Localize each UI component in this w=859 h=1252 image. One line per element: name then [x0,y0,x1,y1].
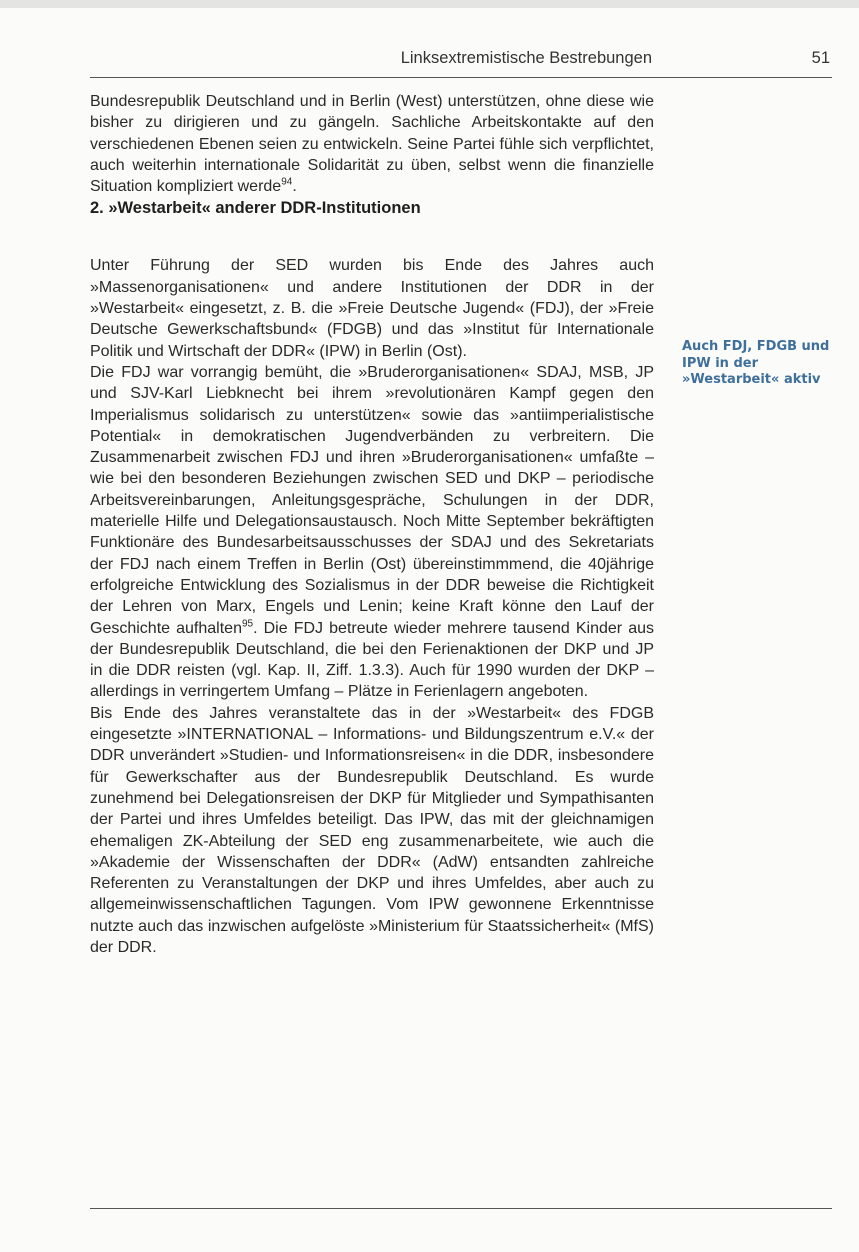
footnote-ref: 94 [281,176,293,188]
page-number: 51 [811,49,830,67]
main-text-column [90,91,654,958]
paragraph-2: Die FDJ war vorrangig bemüht, die »Bruderorganisationen« SDAJ, MSB, JP und SJV-Karl Liebknecht bei ihrem »revolutionären Kampf gegen den Imperialismus solidarisch zu unterstützen« sowie das »antiimperialistische Potential« in demokratischen Jugendverbänden zu verbreitern. Die Zusammenarbeit zwischen FDJ und ihren »Bruderorganisationen« umfaßte – wie bei den besonderen Beziehungen zwischen SED und DKP – periodische Arbeitsvereinbarungen, Anleitungsgespräche, Schulungen in der DDR, materielle Hilfe und Delegationsaustausch. Noch Mitte September bekräftigten Funktionäre des Bundesarbeitsausschusses der SDAJ und des Sekretariats der FDJ nach einem Treffen in Berlin (Ost) übereinstimmmend, die 40jährige erfolgreiche Entwicklung des Sozialismus in der DDR beweise die Richtigkeit der Lehren von Marx, Engels und Lenin; keine Kraft könne den Lauf der Geschichte aufhalten$^{95}$. Die FDJ betreute wieder mehrere tausend Kinder aus der Bundesrepublik Deutschland, die bei den Ferienaktionen der DKP und JP in die DDR reisten (vgl. Kap. II, Ziff. 1.3.3). Auch für 1990 wurden der DKP – allerdings in verringertem Umfang – Plätze in Ferienlagern angeboten. [90,363,654,701]
header-rule [90,77,832,78]
page-header [90,49,830,73]
paragraph-1: Unter Führung der SED wurden bis Ende des Jahres auch »Massenorganisationen« und andere Institutionen der DDR in der »Westarbeit« eingesetzt, z. B. die »Freie Deutsche Jugend« (FDJ), der »Freie Deutsche Gewerkschaftsbund« (FDGB) und das »Institut für Internationale Politik und Wirtschaft der DDR« (IPW) in Berlin (Ost). [90,257,654,360]
margin-note: Auch FDJ, FDGB und IPW in der »Westarbeit« aktiv [682,339,830,387]
footer-rule [90,1208,832,1209]
running-title: Linksextremistische Bestrebungen [400,49,652,67]
section-heading: 2. »Westarbeit« anderer DDR-Institutionen [90,199,421,218]
intro-paragraph: Bundesrepublik Deutschland und in Berlin (West) unterstützen, ohne diese wie bisher zu dirigieren und zu gängeln. Sachliche Arbeitskontakte auf den verschiedenen Ebenen seien zu entwickeln. Seine Partei fühle sich verpflichtet, auch weiterhin internationale Solidarität zu üben, selbst wenn die finanzielle Situation kompliziert werde$^{94}$. [90,93,654,196]
footnote-ref: 95 [241,618,254,630]
paragraph-3: Bis Ende des Jahres veranstaltete das in der »Westarbeit« des FDGB eingesetzte »INTERNATIONAL – Informations- und Bildungszentrum e.V.« der DDR unverändert »Studien- und Informationsreisen« in die DDR, insbesondere für Gewerkschafter aus der Bundesrepublik Deutschland. Es wurde zunehmend bei Delegationsreisen der DKP für Mitglieder und Sympathisanten der Partei und ihres Umfeldes beteiligt. Das IPW, das mit der gleichnamigen ehemaligen ZK-Abteilung der SED eng zusammenarbeitete, wie auch die »Akademie der Wissenschaften der DDR« (AdW) entsandten zahlreiche Referenten zu Veranstaltungen der DKP und ihres Umfeldes, aber auch zu allgemeinwissenschaftlichen Tagungen. Vom IPW gewonnene Erkenntnisse nutzte auch das inzwischen aufgelöste »Ministerium für Staatssicherheit« (MfS) der DDR. [90,704,654,956]
page-top-edge [0,0,859,8]
